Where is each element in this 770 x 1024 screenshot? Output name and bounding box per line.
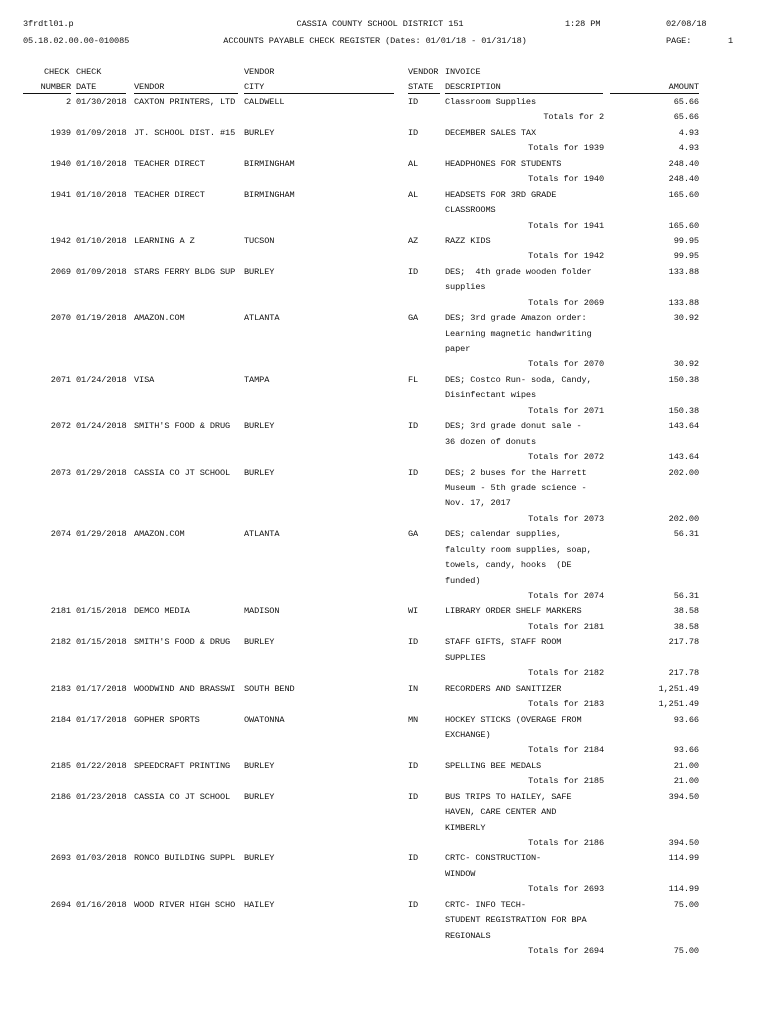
vendor-name: LEARNING A Z: [134, 235, 195, 246]
vendor-state: WI: [408, 606, 419, 617]
table-row: [0, 128, 770, 143]
check-date: 01/29/2018: [76, 529, 127, 540]
continuation-row: [0, 931, 770, 946]
col-check-date-top: CHECK: [76, 67, 102, 77]
vendor-city: BURLEY: [244, 467, 275, 478]
invoice-description: DES; 3rd grade donut sale -: [445, 421, 582, 432]
vendor-city: ATLANTA: [244, 529, 280, 540]
vendor-state: GA: [408, 529, 419, 540]
continuation-row: [0, 560, 770, 575]
check-number: 2184: [50, 714, 71, 725]
amount: 93.66: [673, 714, 699, 725]
continuation-row: [0, 390, 770, 405]
vendor-name: AMAZON.COM: [134, 313, 185, 324]
report-title: ACCOUNTS PAYABLE CHECK REGISTER (Dates: 01/01/18 - 01/31/18): [223, 36, 527, 46]
total-row: [0, 946, 770, 961]
total-label: Totals for 2184: [528, 745, 604, 756]
invoice-description: DES; 4th grade wooden folder: [445, 266, 592, 277]
invoice-description: REGIONALS: [445, 930, 491, 941]
table-row: [0, 468, 770, 483]
check-date: 01/17/2018: [76, 714, 127, 725]
check-date: 01/10/2018: [76, 189, 127, 200]
check-number: 2186: [50, 791, 71, 802]
total-label: Totals for 1940: [528, 174, 604, 185]
total-label: Totals for 1941: [528, 220, 604, 231]
check-number: 2074: [50, 529, 71, 540]
total-label: Totals for 2074: [528, 591, 604, 601]
version-id: 05.18.02.00.00-010085: [23, 36, 130, 46]
amount: 4.93: [678, 127, 699, 138]
total-label: Totals for 2182: [528, 668, 604, 679]
continuation-row: [0, 807, 770, 822]
continuation-row: [0, 823, 770, 838]
vendor-name: JT. SCHOOL DIST. #15: [134, 127, 236, 138]
program-id: 3frdtl01.p: [23, 19, 74, 29]
vendor-city: HAILEY: [244, 899, 275, 910]
vendor-name: WOOD RIVER HIGH SCHO: [134, 899, 236, 910]
check-number: 2: [65, 97, 71, 107]
total-amount: 165.60: [668, 220, 699, 231]
check-number: 2182: [50, 637, 71, 648]
report-time: 1:28 PM: [565, 19, 601, 29]
total-label: Totals for 2072: [528, 452, 604, 463]
vendor-name: DEMCO MEDIA: [134, 606, 190, 617]
vendor-city: TUCSON: [244, 235, 275, 246]
vendor-state: IN: [408, 683, 419, 694]
vendor-state: ID: [408, 467, 419, 478]
amount: 1,251.49: [658, 683, 699, 694]
check-date: 01/19/2018: [76, 313, 127, 324]
continuation-row: [0, 205, 770, 220]
invoice-description: DES; calendar supplies,: [445, 529, 562, 540]
total-label: Totals for 2181: [528, 621, 604, 632]
invoice-description: funded): [445, 575, 481, 586]
continuation-row: [0, 653, 770, 668]
table-row: [0, 606, 770, 621]
total-row: [0, 298, 770, 313]
table-row: [0, 421, 770, 436]
total-amount: 99.95: [673, 251, 699, 262]
table-row: [0, 853, 770, 868]
check-date: 01/17/2018: [76, 683, 127, 694]
check-number: 2073: [50, 467, 71, 478]
check-number: 2070: [50, 313, 71, 324]
total-label: Totals for 2: [543, 112, 604, 123]
invoice-description: supplies: [445, 282, 486, 293]
col-city-bottom: CITY: [244, 82, 394, 94]
table-row: [0, 375, 770, 390]
vendor-city: BURLEY: [244, 791, 275, 802]
vendor-state: FL: [408, 374, 419, 385]
total-row: [0, 668, 770, 683]
vendor-city: BIRMINGHAM: [244, 158, 295, 169]
continuation-row: [0, 576, 770, 591]
col-state-top: VENDOR: [408, 67, 439, 77]
check-date: 01/30/2018: [76, 97, 127, 107]
total-amount: 394.50: [668, 838, 699, 848]
invoice-description: SUPPLIES: [445, 652, 486, 663]
vendor-state: ID: [408, 637, 419, 648]
invoice-description: LIBRARY ORDER SHELF MARKERS: [445, 606, 582, 617]
check-date: 01/16/2018: [76, 899, 127, 910]
invoice-description: BUS TRIPS TO HAILEY, SAFE: [445, 791, 572, 802]
vendor-state: GA: [408, 313, 419, 324]
total-amount: 217.78: [668, 668, 699, 679]
vendor-state: MN: [408, 714, 419, 725]
total-label: Totals for 2073: [528, 513, 604, 524]
total-row: [0, 452, 770, 467]
amount: 30.92: [673, 313, 699, 324]
invoice-description: CRTC- CONSTRUCTION-: [445, 853, 542, 864]
vendor-name: CAXTON PRINTERS, LTD: [134, 97, 236, 107]
invoice-description: DECEMBER SALES TAX: [445, 127, 537, 138]
table-row: [0, 159, 770, 174]
check-date: 01/09/2018: [76, 127, 127, 138]
check-register-table: [0, 97, 770, 962]
total-label: Totals for 2186: [528, 838, 604, 848]
col-check-number-bottom: NUMBER: [23, 82, 71, 94]
amount: 133.88: [668, 266, 699, 277]
table-row: [0, 761, 770, 776]
check-date: 01/15/2018: [76, 637, 127, 648]
invoice-description: CLASSROOMS: [445, 205, 496, 216]
check-number: 1942: [50, 235, 71, 246]
check-date: 01/24/2018: [76, 374, 127, 385]
total-amount: 248.40: [668, 174, 699, 185]
vendor-city: CALDWELL: [244, 97, 285, 107]
check-date: 01/03/2018: [76, 853, 127, 864]
check-number: 2071: [50, 374, 71, 385]
total-amount: 114.99: [668, 884, 699, 895]
vendor-name: SMITH'S FOOD & DRUG: [134, 421, 231, 432]
invoice-description: HAVEN, CARE CENTER AND: [445, 807, 557, 818]
invoice-description: Nov. 17, 2017: [445, 498, 511, 509]
vendor-state: ID: [408, 266, 419, 277]
total-amount: 1,251.49: [658, 699, 699, 710]
total-label: Totals for 2183: [528, 699, 604, 710]
col-vendor: VENDOR: [134, 82, 238, 94]
total-row: [0, 143, 770, 158]
continuation-row: [0, 869, 770, 884]
total-row: [0, 174, 770, 189]
total-amount: 21.00: [673, 776, 699, 787]
invoice-description: Museum - 5th grade science -: [445, 482, 587, 493]
col-check-date-bottom: DATE: [76, 82, 126, 94]
check-number: 1941: [50, 189, 71, 200]
invoice-description: CRTC- INFO TECH-: [445, 899, 526, 910]
table-row: [0, 190, 770, 205]
check-date: 01/29/2018: [76, 467, 127, 478]
check-number: 2069: [50, 266, 71, 277]
vendor-city: MADISON: [244, 606, 280, 617]
total-row: [0, 699, 770, 714]
total-label: Totals for 1939: [528, 143, 604, 154]
check-date: 01/23/2018: [76, 791, 127, 802]
vendor-state: ID: [408, 791, 419, 802]
check-number: 1939: [50, 127, 71, 138]
continuation-row: [0, 483, 770, 498]
amount: 394.50: [668, 791, 699, 802]
page-number: 1: [728, 36, 734, 46]
col-description-bottom: DESCRIPTION: [445, 82, 603, 94]
check-date: 01/22/2018: [76, 760, 127, 771]
table-row: [0, 529, 770, 544]
vendor-state: AL: [408, 158, 419, 169]
check-number: 2185: [50, 760, 71, 771]
vendor-state: ID: [408, 899, 419, 910]
table-row: [0, 236, 770, 251]
check-date: 01/09/2018: [76, 266, 127, 277]
continuation-row: [0, 730, 770, 745]
check-date: 01/10/2018: [76, 235, 127, 246]
total-row: [0, 514, 770, 529]
amount: 56.31: [673, 529, 699, 540]
invoice-description: KIMBERLY: [445, 822, 486, 833]
vendor-city: SOUTH BEND: [244, 683, 295, 694]
total-amount: 133.88: [668, 297, 699, 308]
total-row: [0, 406, 770, 421]
vendor-city: TAMPA: [244, 374, 270, 385]
invoice-description: falculty room supplies, soap,: [445, 544, 592, 555]
total-row: [0, 838, 770, 853]
vendor-name: STARS FERRY BLDG SUP: [134, 266, 236, 277]
amount: 202.00: [668, 467, 699, 478]
total-amount: 4.93: [678, 143, 699, 154]
invoice-description: STAFF GIFTS, STAFF ROOM: [445, 637, 562, 648]
amount: 217.78: [668, 637, 699, 648]
table-row: [0, 267, 770, 282]
invoice-description: RECORDERS AND SANITIZER: [445, 683, 562, 694]
total-row: [0, 745, 770, 760]
vendor-city: BURLEY: [244, 127, 275, 138]
total-amount: 75.00: [673, 946, 699, 957]
vendor-state: ID: [408, 127, 419, 138]
total-amount: 93.66: [673, 745, 699, 756]
invoice-description: DES; 3rd grade Amazon order:: [445, 313, 587, 324]
invoice-description: SPELLING BEE MEDALS: [445, 760, 542, 771]
continuation-row: [0, 344, 770, 359]
vendor-city: BURLEY: [244, 853, 275, 864]
col-amount: AMOUNT: [610, 82, 699, 94]
vendor-city: ATLANTA: [244, 313, 280, 324]
vendor-name: GOPHER SPORTS: [134, 714, 200, 725]
col-city-top: VENDOR: [244, 67, 275, 77]
table-row: [0, 715, 770, 730]
invoice-description: towels, candy, hooks (DE: [445, 560, 572, 571]
amount: 143.64: [668, 421, 699, 432]
report-date: 02/08/18: [666, 19, 707, 29]
vendor-name: TEACHER DIRECT: [134, 158, 205, 169]
total-row: [0, 251, 770, 266]
total-row: [0, 591, 770, 606]
vendor-state: ID: [408, 853, 419, 864]
table-row: [0, 97, 770, 112]
total-label: Totals for 2070: [528, 359, 604, 370]
total-row: [0, 622, 770, 637]
invoice-description: Learning magnetic handwriting: [445, 328, 592, 339]
vendor-name: VISA: [134, 374, 155, 385]
check-number: 2181: [50, 606, 71, 617]
invoice-description: HEADPHONES FOR STUDENTS: [445, 158, 562, 169]
vendor-name: RONCO BUILDING SUPPL: [134, 853, 236, 864]
vendor-city: BURLEY: [244, 266, 275, 277]
check-number: 2183: [50, 683, 71, 694]
vendor-name: WOODWIND AND BRASSWI: [134, 683, 236, 694]
total-amount: 150.38: [668, 405, 699, 416]
invoice-description: 36 dozen of donuts: [445, 436, 537, 447]
total-label: Totals for 2694: [528, 946, 604, 957]
invoice-description: Disinfectant wipes: [445, 390, 537, 401]
continuation-row: [0, 545, 770, 560]
continuation-row: [0, 498, 770, 513]
table-row: [0, 900, 770, 915]
col-state-bottom: STATE: [408, 82, 440, 94]
amount: 165.60: [668, 189, 699, 200]
total-amount: 30.92: [673, 359, 699, 370]
check-number: 2693: [50, 853, 71, 864]
total-amount: 65.66: [673, 112, 699, 123]
total-row: [0, 884, 770, 899]
total-row: [0, 221, 770, 236]
vendor-city: OWATONNA: [244, 714, 285, 725]
vendor-state: AZ: [408, 235, 419, 246]
table-row: [0, 637, 770, 652]
check-number: 2694: [50, 899, 71, 910]
table-row: [0, 792, 770, 807]
vendor-state: ID: [408, 760, 419, 771]
amount: 21.00: [673, 760, 699, 771]
total-amount: 202.00: [668, 513, 699, 524]
vendor-state: ID: [408, 97, 419, 107]
district-name: CASSIA COUNTY SCHOOL DISTRICT 151: [296, 19, 464, 29]
vendor-city: BURLEY: [244, 760, 275, 771]
invoice-description: HOCKEY STICKS (OVERAGE FROM: [445, 714, 582, 725]
amount: 38.58: [673, 606, 699, 617]
amount: 99.95: [673, 235, 699, 246]
continuation-row: [0, 437, 770, 452]
total-row: [0, 359, 770, 374]
invoice-description: paper: [445, 344, 471, 354]
table-row: [0, 313, 770, 328]
amount: 114.99: [668, 853, 699, 864]
vendor-name: SMITH'S FOOD & DRUG: [134, 637, 231, 648]
vendor-name: SPEEDCRAFT PRINTING: [134, 760, 231, 771]
vendor-name: TEACHER DIRECT: [134, 189, 205, 200]
vendor-name: CASSIA CO JT SCHOOL: [134, 467, 231, 478]
check-date: 01/10/2018: [76, 158, 127, 169]
vendor-state: ID: [408, 421, 419, 432]
check-number: 1940: [50, 158, 71, 169]
continuation-row: [0, 282, 770, 297]
col-check-number-top: CHECK: [44, 67, 70, 77]
total-label: Totals for 1942: [528, 251, 604, 262]
total-amount: 56.31: [673, 591, 699, 601]
col-description-top: INVOICE: [445, 67, 481, 77]
continuation-row: [0, 329, 770, 344]
total-row: [0, 776, 770, 791]
amount: 75.00: [673, 899, 699, 910]
vendor-city: BURLEY: [244, 421, 275, 432]
continuation-row: [0, 915, 770, 930]
total-amount: 38.58: [673, 621, 699, 632]
vendor-city: BURLEY: [244, 637, 275, 648]
table-row: [0, 684, 770, 699]
amount: 65.66: [673, 97, 699, 107]
amount: 150.38: [668, 374, 699, 385]
total-amount: 143.64: [668, 452, 699, 463]
vendor-state: AL: [408, 189, 419, 200]
vendor-name: AMAZON.COM: [134, 529, 185, 540]
invoice-description: DES; 2 buses for the Harrett: [445, 467, 587, 478]
invoice-description: WINDOW: [445, 868, 476, 879]
check-date: 01/24/2018: [76, 421, 127, 432]
total-label: Totals for 2185: [528, 776, 604, 787]
invoice-description: RAZZ KIDS: [445, 235, 491, 246]
invoice-description: Classroom Supplies: [445, 97, 537, 107]
vendor-name: CASSIA CO JT SCHOOL: [134, 791, 231, 802]
invoice-description: STUDENT REGISTRATION FOR BPA: [445, 915, 587, 926]
invoice-description: DES; Costco Run- soda, Candy,: [445, 374, 592, 385]
invoice-description: HEADSETS FOR 3RD GRADE: [445, 189, 557, 200]
amount: 248.40: [668, 158, 699, 169]
invoice-description: EXCHANGE): [445, 729, 491, 740]
total-label: Totals for 2069: [528, 297, 604, 308]
page-label: PAGE:: [666, 36, 692, 46]
total-label: Totals for 2071: [528, 405, 604, 416]
check-number: 2072: [50, 421, 71, 432]
total-label: Totals for 2693: [528, 884, 604, 895]
vendor-city: BIRMINGHAM: [244, 189, 295, 200]
total-row: [0, 112, 770, 127]
check-date: 01/15/2018: [76, 606, 127, 617]
